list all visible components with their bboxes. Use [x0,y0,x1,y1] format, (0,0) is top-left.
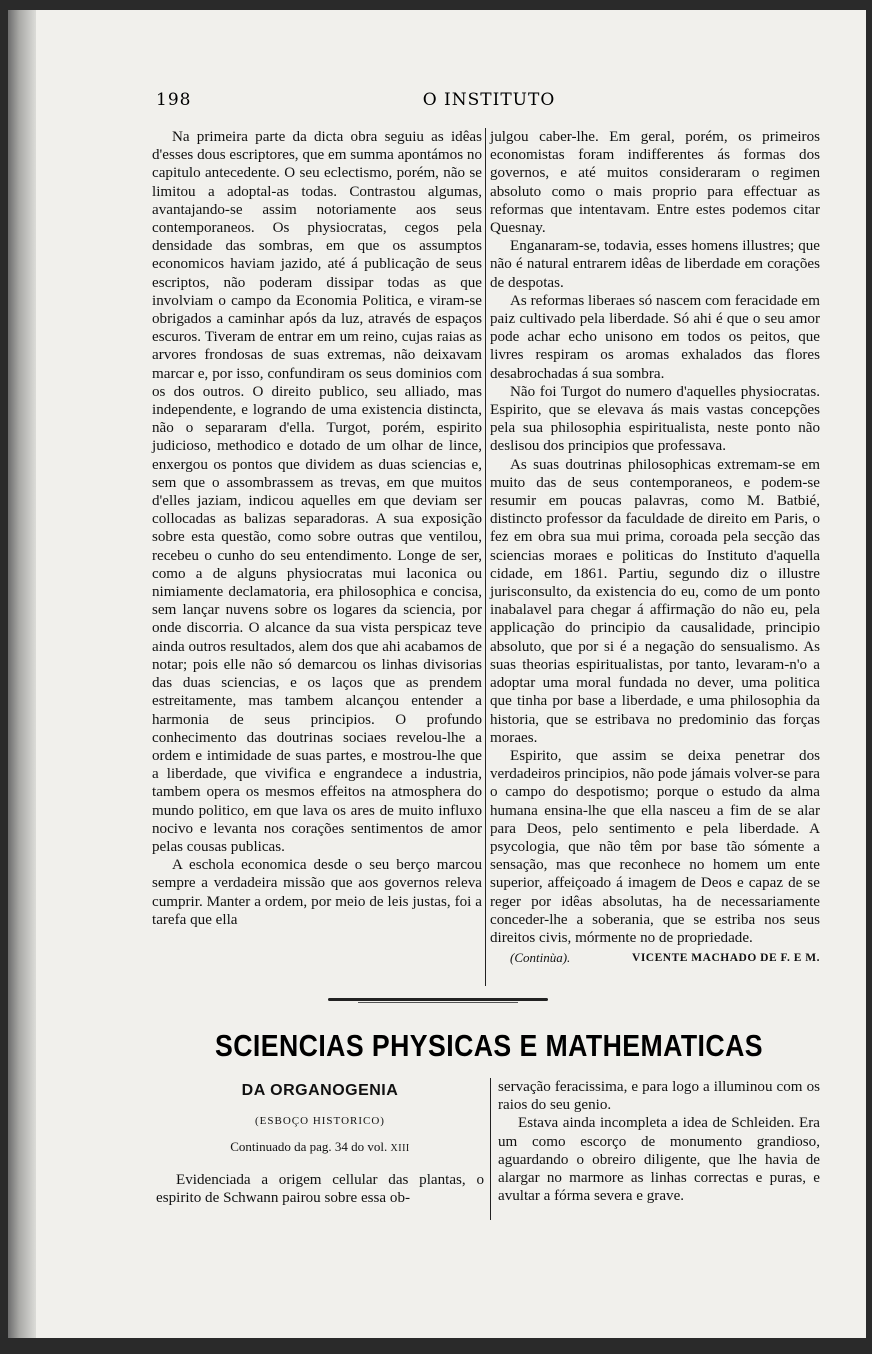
paragraph: Espirito, que assim se deixa penetrar dos verdadeiros principios, não pode jámais volver-se para o campo do despotismo; porque o estudo da alma humana ensina-lhe que ella nasceu a fim de se alar para Deos, pelo sentimento e pela liberdade. A psycologia, que não têm por base tão sómente a sensação, mas que reconhece no homem um ente superior, affeiçoado á imagem de Deos e capaz de se reger por idêas absolutas, ha de necessariamente conceder-lhe a soberania, que se estriba nos seus direitos civis, mórmente no de propriedade. [490,747,820,946]
signature-line [490,949,820,967]
paragraph: Não foi Turgot do numero d'aquelles physiocratas. Espirito, que se elevava ás mais vastas concepções pela sua philosophia espiritualista, neste ponto não deslisou dos principios que professava. [490,383,820,455]
paragraph: julgou caber-lhe. Em geral, porém, os primeiros economistas foram indifferentes ás formas dos governos, e até muitos consideraram o regimen absoluto como o mais proprio para effectuar as reformas que intentavam. Entre estes podemos citar Quesnay. [490,129,820,237]
article2-column-right [498,1078,820,1205]
paragraph: Enganaram-se, todavia, esses homens illustres; que não é natural entrarem idêas de liberdade em corações de despotas. [490,238,820,291]
article-column-right [490,128,820,967]
page-binding-edge [8,10,36,1338]
paragraph: Estava ainda incompleta a idea de Schleiden. Era um como escorço de monumento grandioso, aguardando o obreiro diligente, que lhe havia de alargar no marmore as linhas correctas e puras, e avultar a fórma severa e grave. [498,1115,820,1205]
running-head: O INSTITUTO [422,90,556,110]
paragraph: servação feracissima, e para logo a illuminou com os raios do seu genio. [498,1079,820,1114]
paragraph: Na primeira parte da dicta obra seguiu as idêas d'esses dous escriptores, que em summa apontámos no capitulo antecedente. O seu eclectismo, porém, não se limitou a adoptal-as todas. Contrastou algumas, avantajando-se assim notoriamente aos seus contemporaneos. Os physiocratas, cegos pela densidade das sombras, em que os assumptos economicos haviam jazido, até á publicação de seus escriptos, não poderam dissipar todas as que involviam o campo da Economia Politica, e viram-se obrigados a caminhar após da luz, através de espaços escuros. Tiveram de entrar em um reino, cujas raias as arvores frondosas de suas extremas, não deixavam marcar e, por isso, confundiram os seus dominios com os dos outros. O direito publico, seu alliado, mas independente, e logrando de uma existencia distincta, não o separaram d'ella. Turgot, porém, espirito judicioso, methodico e dotado de um olhar de lince, enxergou os pontos que dividem as duas sciencias e, sem que o assombrassem as trevas, em que muitos d'elles jaziam, indicou aquelles em que deviam ser collocadas as balizas separadoras. A sua exposição sobre esta questão, como sobre outras que ventilou, recebeu o cunho do seu entendimento. Longe de ser, como a de alguns physiocratas mui laconica ou nimiamente declamatoria, era philosophica e concisa, sem lançar nuvens sobre os logares da sciencia, por onde discorria. O alcance da sua vista perspicaz teve ainda outros resultados, alem dos que ahi acabamos de notar; pois elle não só demarcou os linhas divisorias das duas sciencias, e os laços que as prendem estreitamente, mas tambem alcançou entender a harmonia de seus principios. O profundo conhecimento das doutrinas sociaes revelou-lhe a ordem e intimidade de suas partes, e mostrou-lhe que a liberdade, que vivifica e engrandece a industria, tambem opera os mesmos effeitos na atmosphera do mundo politico, em que lava os ares de muito influxo nocivo e levanta nos corações sentimentos de amor pelas cousas publicas. [152,129,482,855]
continued-note: (Continùa). [510,950,571,966]
article-subtitle: (ESBOÇO HISTORICO) [255,1115,385,1128]
column-divider [490,1078,491,1220]
page-number: 198 [156,90,192,110]
section-separator [328,998,548,1001]
continued-text: Continuado da pag. 34 do vol. [230,1139,388,1155]
column-divider [485,128,486,986]
article-column-left [152,128,482,929]
paragraph: Evidenciada a origem cellular das plantas, o espirito de Schwann pairou sobre essa ob- [156,1171,484,1206]
section-title: SCIENCIAS PHYSICAS E MATHEMATICAS [215,1028,763,1063]
page-header [156,90,822,114]
paragraph: As reformas liberaes só nascem com feracidade em paiz cultivado pela liberdade. Só ahi é que o seu amor pode achar echo unisono em todos os peitos, que livres respiram os aromas exhalados das flores desabrochadas á sua sombra. [490,292,820,382]
paragraph: A eschola economica desde o seu berço marcou sempre a verdadeira missão que aos governos releva cumprir. Manter a ordem, por meio de leis justas, foi a tarefa que ella [152,857,482,928]
volume-number: XIII [390,1143,410,1155]
article-title: DA ORGANOGENIA [241,1082,399,1099]
author-name: VICENTE MACHADO DE F. E M. [632,952,820,965]
article2-column-left [156,1078,484,1207]
paragraph: As suas doutrinas philosophicas extremam-se em muito das de seus contemporaneos, e podem-se resumir em poucas palavras, como M. Batbié, distincto professor da faculdade de direito em Paris, o fez em obra sua mui prima, coroada pela secção das sciencias moraes e politicas do Instituto d'aquella cidade, em 1861. Partiu, segundo diz o illustre jurisconsulto, da existencia do eu, como de um ponto inabalavel para chegar á affirmação do não eu, pela applicação do principio da causalidade, principio absoluto, que por si é a negação do sensualismo. As suas theorias espiritualistas, por tanto, levaram-n'o a adoptar uma moral fundada no dever, uma politica que tinha por base a liberdade, e uma philosophia da historia, que se estribava no predominio das forças moraes. [490,456,820,746]
continued-from [156,1138,484,1158]
section-separator-thin [358,1002,518,1003]
page [8,10,866,1338]
